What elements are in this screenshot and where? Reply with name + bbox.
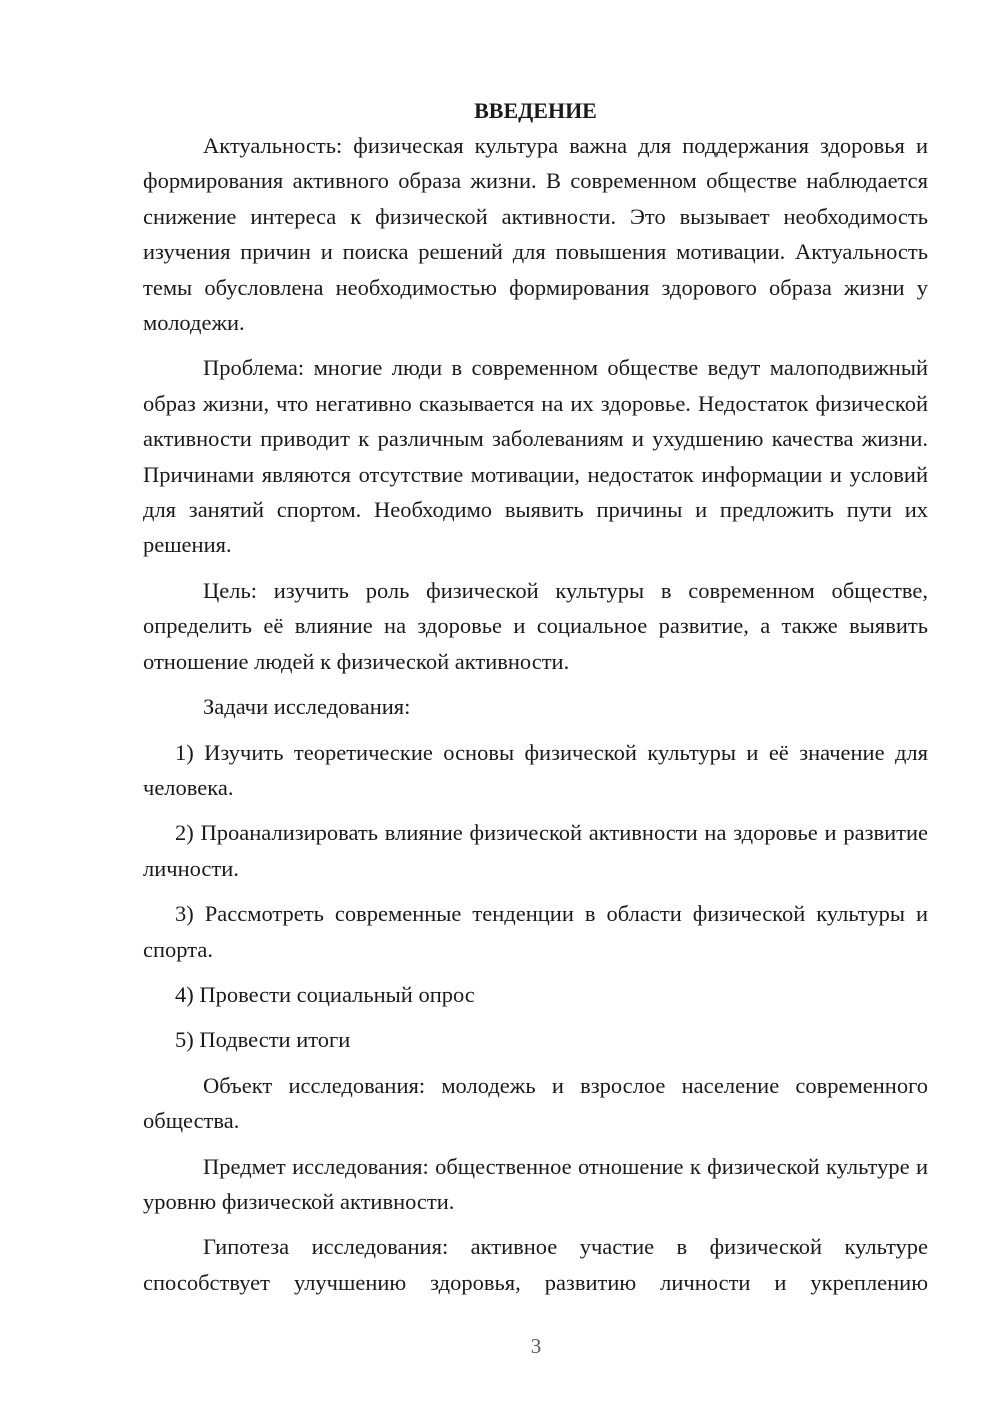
task-item-2: 2) Проанализировать влияние физической активности на здоровье и развитие личности. — [143, 820, 928, 881]
task-item-5: 5) Подвести итоги — [175, 1027, 351, 1053]
paragraph-tasks-heading: Задачи исследования: — [203, 694, 411, 720]
task-item-4: 4) Провести социальный опрос — [175, 981, 475, 1007]
task-item-1: 1) Изучить теоретические основы физической культуры и её значение для человека. — [143, 739, 928, 800]
paragraph-goal: Цель: изучить роль физической культуры в современном обществе, определить её влияние на здоровье и социальное развитие, а также выявить отношение людей к физической активности. — [143, 577, 928, 674]
task-item-3: 3) Рассмотреть современные тенденции в области физической культуры и спорта. — [143, 901, 928, 962]
document-page — [143, 93, 928, 1300]
page-number: 3 — [530, 1334, 542, 1358]
page-title: ВВЕДЕНИЕ — [474, 98, 597, 123]
paragraph-object: Объект исследования: молодежь и взрослое население современного общества. — [143, 1072, 928, 1134]
paragraph-hypothesis: Гипотеза исследования: активное участие в физической культуре способствует улучшению здоровья, развитию личности и укреплению — [143, 1234, 928, 1295]
paragraph-subject: Предмет исследования: общественное отношение к физической культуре и уровню физической активности. — [143, 1153, 928, 1214]
paragraph-problem: Проблема: многие люди в современном обществе ведут малоподвижный образ жизни, что негативно сказывается на их здоровье. Недостаток физической активности приводит к различным заболеваниям и ухудшению качества жизни. Причинами являются отсутствие мотивации, недостаток информации и условий для занятий спортом. Необходимо выявить причины и предложить пути их решения. — [143, 355, 928, 558]
paragraph-relevance: Актуальность: физическая культура важна для поддержания здоровья и формирования активного образа жизни. В современном обществе наблюдается снижение интереса к физической активности. Это вызывает необходимость изучения причин и поиска решений для повышения мотивации. Актуальность темы обусловлена необходимостью формирования здорового образа жизни у молодежи. — [143, 133, 928, 336]
